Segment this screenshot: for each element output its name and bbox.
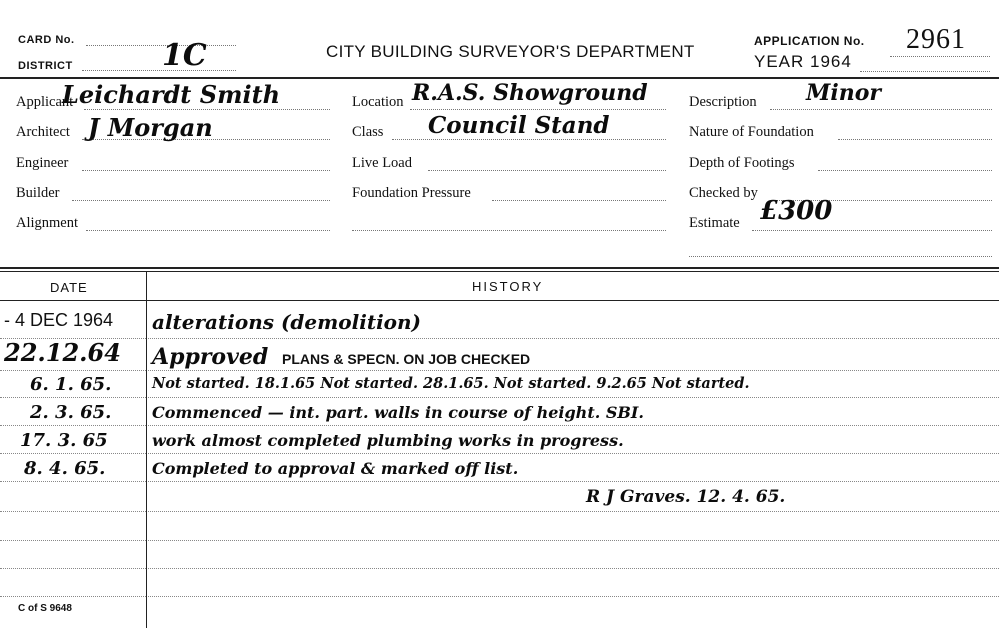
foundation-pressure-line bbox=[492, 200, 666, 201]
date-cell: 8. 4. 65. bbox=[24, 458, 106, 479]
description-line bbox=[770, 109, 992, 110]
date-header: DATE bbox=[50, 280, 88, 295]
header-rule bbox=[0, 77, 999, 79]
class-label: Class bbox=[352, 124, 384, 140]
history-cell: Completed to approval & marked off list. bbox=[152, 459, 519, 478]
blank-line bbox=[352, 230, 666, 231]
description-value: Minor bbox=[806, 80, 881, 106]
application-no-line bbox=[890, 56, 990, 57]
location-value: R.A.S. Showground bbox=[412, 80, 648, 106]
date-row-line bbox=[0, 568, 146, 569]
date-row-line bbox=[0, 540, 146, 541]
date-row-line bbox=[0, 596, 146, 597]
builder-line bbox=[72, 200, 330, 201]
blank-line-col3 bbox=[689, 256, 992, 257]
applicant-value: Leichardt Smith bbox=[62, 80, 281, 109]
alignment-label: Alignment bbox=[16, 215, 79, 231]
live-load-label: Live Load bbox=[352, 155, 412, 171]
history-row-line bbox=[148, 338, 999, 339]
nature-of-foundation-label: Nature of Foundation bbox=[689, 124, 814, 140]
estimate-label: Estimate bbox=[689, 215, 740, 231]
signature: R J Graves. 12. 4. 65. bbox=[586, 487, 786, 507]
date-row-line bbox=[0, 481, 146, 482]
class-line bbox=[392, 139, 666, 140]
date-cell: 22.12.64 bbox=[4, 338, 121, 367]
nature-of-foundation-line bbox=[838, 139, 992, 140]
history-header: HISTORY bbox=[472, 279, 544, 294]
application-no-label: APPLICATION No. bbox=[754, 34, 865, 48]
alignment-line bbox=[86, 230, 330, 231]
estimate-value: £300 bbox=[760, 196, 833, 226]
history-cell: Commenced — int. part. walls in course of height. SBI. bbox=[152, 403, 644, 422]
form-code: C of S 9648 bbox=[18, 603, 72, 614]
date-cell: 6. 1. 65. bbox=[30, 374, 112, 395]
date-row-line bbox=[0, 425, 146, 426]
history-row-line bbox=[148, 425, 999, 426]
checked-by-label: Checked by bbox=[689, 185, 758, 201]
description-label: Description bbox=[689, 94, 757, 110]
applicant-line bbox=[84, 109, 330, 110]
date-cell: - 4 DEC 1964 bbox=[4, 310, 114, 330]
history-row-line bbox=[148, 540, 999, 541]
foundation-pressure-label: Foundation Pressure bbox=[352, 185, 471, 201]
estimate-line bbox=[752, 230, 992, 231]
table-header-rule bbox=[0, 300, 999, 301]
date-cell: 17. 3. 65 bbox=[20, 430, 108, 451]
live-load-line bbox=[428, 170, 666, 171]
history-row-line bbox=[148, 568, 999, 569]
district-value: 1C bbox=[162, 38, 207, 73]
history-row-line bbox=[148, 453, 999, 454]
card-no-label: CARD No. bbox=[18, 34, 75, 46]
district-label: DISTRICT bbox=[18, 60, 73, 72]
history-cell: Approved PLANS & SPECN. ON JOB CHECKED bbox=[152, 344, 531, 370]
history-cell: work almost completed plumbing works in progress. bbox=[152, 431, 624, 450]
history-row-line bbox=[148, 397, 999, 398]
date-row-line bbox=[0, 453, 146, 454]
depth-of-footings-label: Depth of Footings bbox=[689, 155, 795, 171]
date-row-line bbox=[0, 397, 146, 398]
architect-label: Architect bbox=[16, 124, 70, 140]
date-row-line bbox=[0, 370, 146, 371]
applicant-label: Applicant bbox=[16, 94, 74, 110]
year-line bbox=[860, 71, 990, 72]
location-label: Location bbox=[352, 94, 404, 110]
builder-label: Builder bbox=[16, 185, 60, 201]
section-rule-top bbox=[0, 267, 999, 269]
card-no-line bbox=[86, 45, 236, 46]
history-row-line bbox=[148, 370, 999, 371]
depth-of-footings-line bbox=[818, 170, 992, 171]
class-value: Council Stand bbox=[428, 112, 610, 139]
date-row-line bbox=[0, 511, 146, 512]
history-cell: alterations (demolition) bbox=[152, 310, 422, 334]
district-line bbox=[82, 70, 236, 71]
application-no-value: 2961 bbox=[906, 24, 966, 55]
history-row-line bbox=[148, 596, 999, 597]
date-cell: 2. 3. 65. bbox=[30, 402, 112, 423]
history-row-line bbox=[148, 481, 999, 482]
engineer-label: Engineer bbox=[16, 155, 69, 171]
department-title: CITY BUILDING SURVEYOR'S DEPARTMENT bbox=[326, 42, 695, 61]
history-row-line bbox=[148, 511, 999, 512]
year-label: YEAR 1964 bbox=[754, 52, 852, 71]
section-rule-double bbox=[0, 271, 999, 272]
location-line bbox=[410, 109, 666, 110]
history-cell: Not started. 18.1.65 Not started. 28.1.65. Not started. 9.2.65 Not started. bbox=[152, 375, 750, 392]
architect-value: J Morgan bbox=[88, 113, 213, 142]
engineer-line bbox=[82, 170, 330, 171]
